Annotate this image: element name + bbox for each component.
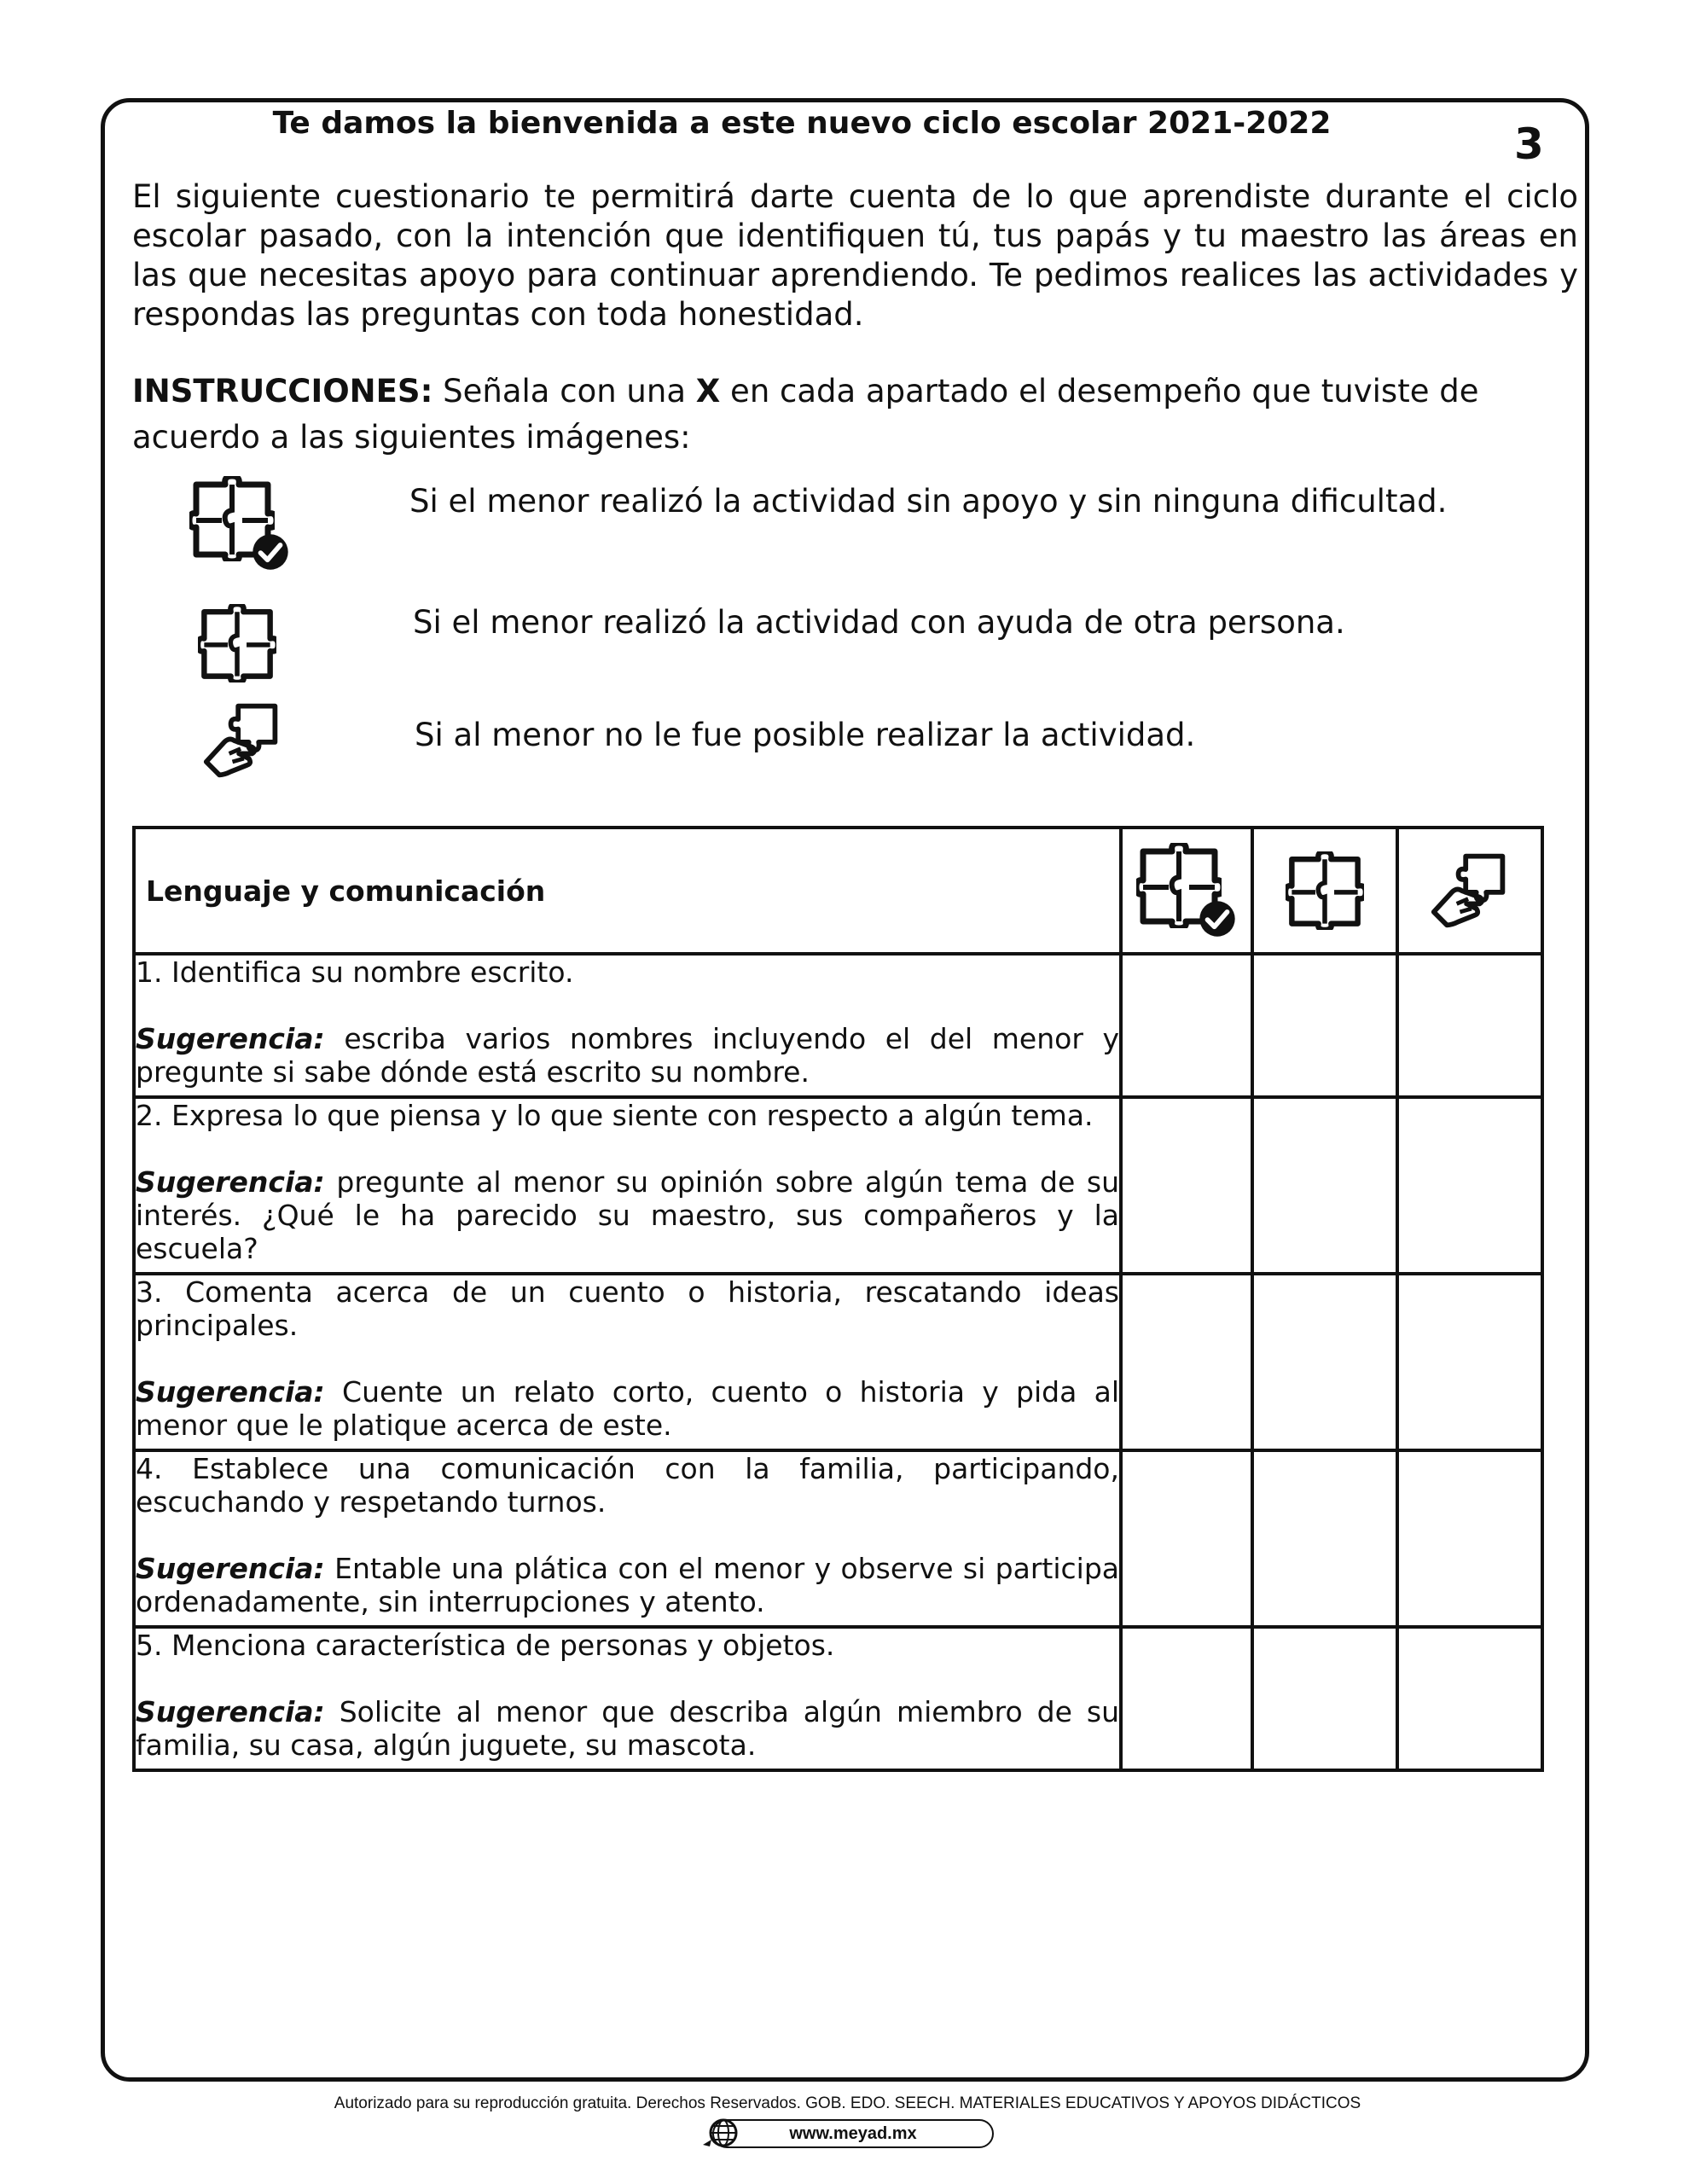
checkbox-not-possible[interactable]: [1397, 1450, 1542, 1627]
item-text: 4. Establece una comunicación con la familia, participando, escuchando y respetando turnos.: [136, 1452, 1119, 1519]
column-header-with-help: [1252, 828, 1397, 954]
checkbox-with-help[interactable]: [1252, 1274, 1397, 1450]
puzzle-check-icon: [1136, 843, 1237, 938]
checkbox-no-help[interactable]: [1121, 1627, 1252, 1770]
legend-text-1: Si el menor realizó la actividad sin apoyo y sin ninguna dificultad.: [409, 483, 1448, 520]
suggestion-label: Sugerencia:: [136, 1165, 325, 1199]
table-row: [134, 954, 1542, 1097]
item-cell: [134, 1450, 1121, 1627]
checkbox-with-help[interactable]: [1252, 954, 1397, 1097]
suggestion-text: Sugerencia: pregunte al menor su opinión sobre algún tema de su interés. ¿Qué le ha parecido su maestro, sus compañeros y la escuela?: [136, 1165, 1119, 1265]
suggestion-label: Sugerencia:: [136, 1375, 325, 1409]
instructions-paragraph: [132, 369, 1578, 461]
checkbox-not-possible[interactable]: [1397, 954, 1542, 1097]
checkbox-with-help[interactable]: [1252, 1097, 1397, 1274]
item-text: 1. Identifica su nombre escrito.: [136, 956, 574, 989]
checkbox-with-help[interactable]: [1252, 1627, 1397, 1770]
checkbox-not-possible[interactable]: [1397, 1097, 1542, 1274]
suggestion-label: Sugerencia:: [136, 1022, 325, 1055]
item-text: 2. Expresa lo que piensa y lo que siente con respecto a algún tema.: [136, 1099, 1094, 1132]
checkbox-not-possible[interactable]: [1397, 1627, 1542, 1770]
column-header-not-possible: [1397, 828, 1542, 954]
evaluation-table: [132, 826, 1544, 1772]
item-text: 3. Comenta acerca de un cuento o historia, rescatando ideas principales.: [136, 1275, 1119, 1342]
footer-rights: Autorizado para su reproducción gratuita. Derechos Reservados. GOB. EDO. SEECH. MATERIALES EDUCATIVOS Y APOYOS DIDÁCTICOS: [334, 2094, 1361, 2112]
website-link[interactable]: www.meyad.mx: [712, 2119, 994, 2148]
instructions-label: INSTRUCCIONES:: [132, 373, 433, 410]
checkbox-with-help[interactable]: [1252, 1450, 1397, 1627]
category-header: Lenguaje y comunicación: [134, 828, 1121, 954]
item-text: 5. Menciona característica de personas y objetos.: [136, 1629, 835, 1662]
suggestion-label: Sugerencia:: [136, 1695, 325, 1728]
item-cell: [134, 1274, 1121, 1450]
legend-text-3: Si al menor no le fue posible realizar la actividad.: [415, 717, 1196, 753]
table-row: [134, 1274, 1542, 1450]
table-row: [134, 1097, 1542, 1274]
intro-paragraph: El siguiente cuestionario te permitirá darte cuenta de lo que aprendiste durante el ciclo escolar pasado, con la intención que identifiquen tú, tus papás y tu maestro las áreas en las que necesitas apoyo para continuar aprendiendo. Te pedimos realices las actividades y respondas las preguntas con toda honestidad.: [132, 178, 1578, 333]
suggestion-text: Sugerencia: escriba varios nombres incluyendo el del menor y pregunte si sabe dónde está escrito su nombre.: [136, 1022, 1119, 1089]
checkbox-no-help[interactable]: [1121, 1097, 1252, 1274]
page-title: Te damos la bienvenida a este nuevo ciclo escolar 2021-2022: [272, 106, 1332, 141]
puzzle-icon: [1282, 848, 1367, 933]
suggestion-text: Sugerencia: Cuente un relato corto, cuento o historia y pida al menor que le platique acerca de este.: [136, 1375, 1119, 1442]
suggestion-label: Sugerencia:: [136, 1552, 325, 1585]
puzzle-check-icon: [189, 476, 290, 572]
item-cell: [134, 1627, 1121, 1770]
puzzle-icon: [196, 602, 282, 688]
hand-puzzle-icon: [1429, 850, 1511, 932]
suggestion-text: Sugerencia: Solicite al menor que describa algún miembro de su familia, su casa, algún juguete, su mascota.: [136, 1695, 1119, 1762]
table-header-row: [134, 828, 1542, 954]
suggestion-text: Sugerencia: Entable una plática con el menor y observe si participa ordenadamente, sin interrupciones y atento.: [136, 1552, 1119, 1618]
checkbox-no-help[interactable]: [1121, 1450, 1252, 1627]
hand-puzzle-icon: [201, 700, 283, 781]
instructions-text-before: Señala con una: [432, 373, 696, 410]
checkbox-no-help[interactable]: [1121, 954, 1252, 1097]
checkbox-no-help[interactable]: [1121, 1274, 1252, 1450]
legend-text-2: Si el menor realizó la actividad con ayuda de otra persona.: [413, 604, 1345, 641]
table-row: [134, 1450, 1542, 1627]
item-cell: [134, 954, 1121, 1097]
instructions-text-after: en cada apartado el desempeño que tuviste de acuerdo a las siguientes imágenes:: [132, 373, 1479, 456]
table-row: [134, 1627, 1542, 1770]
item-cell: [134, 1097, 1121, 1274]
checkbox-not-possible[interactable]: [1397, 1274, 1542, 1450]
instructions-mark: X: [695, 373, 721, 410]
page-number: 3: [1514, 119, 1544, 169]
column-header-no-help: [1121, 828, 1252, 954]
